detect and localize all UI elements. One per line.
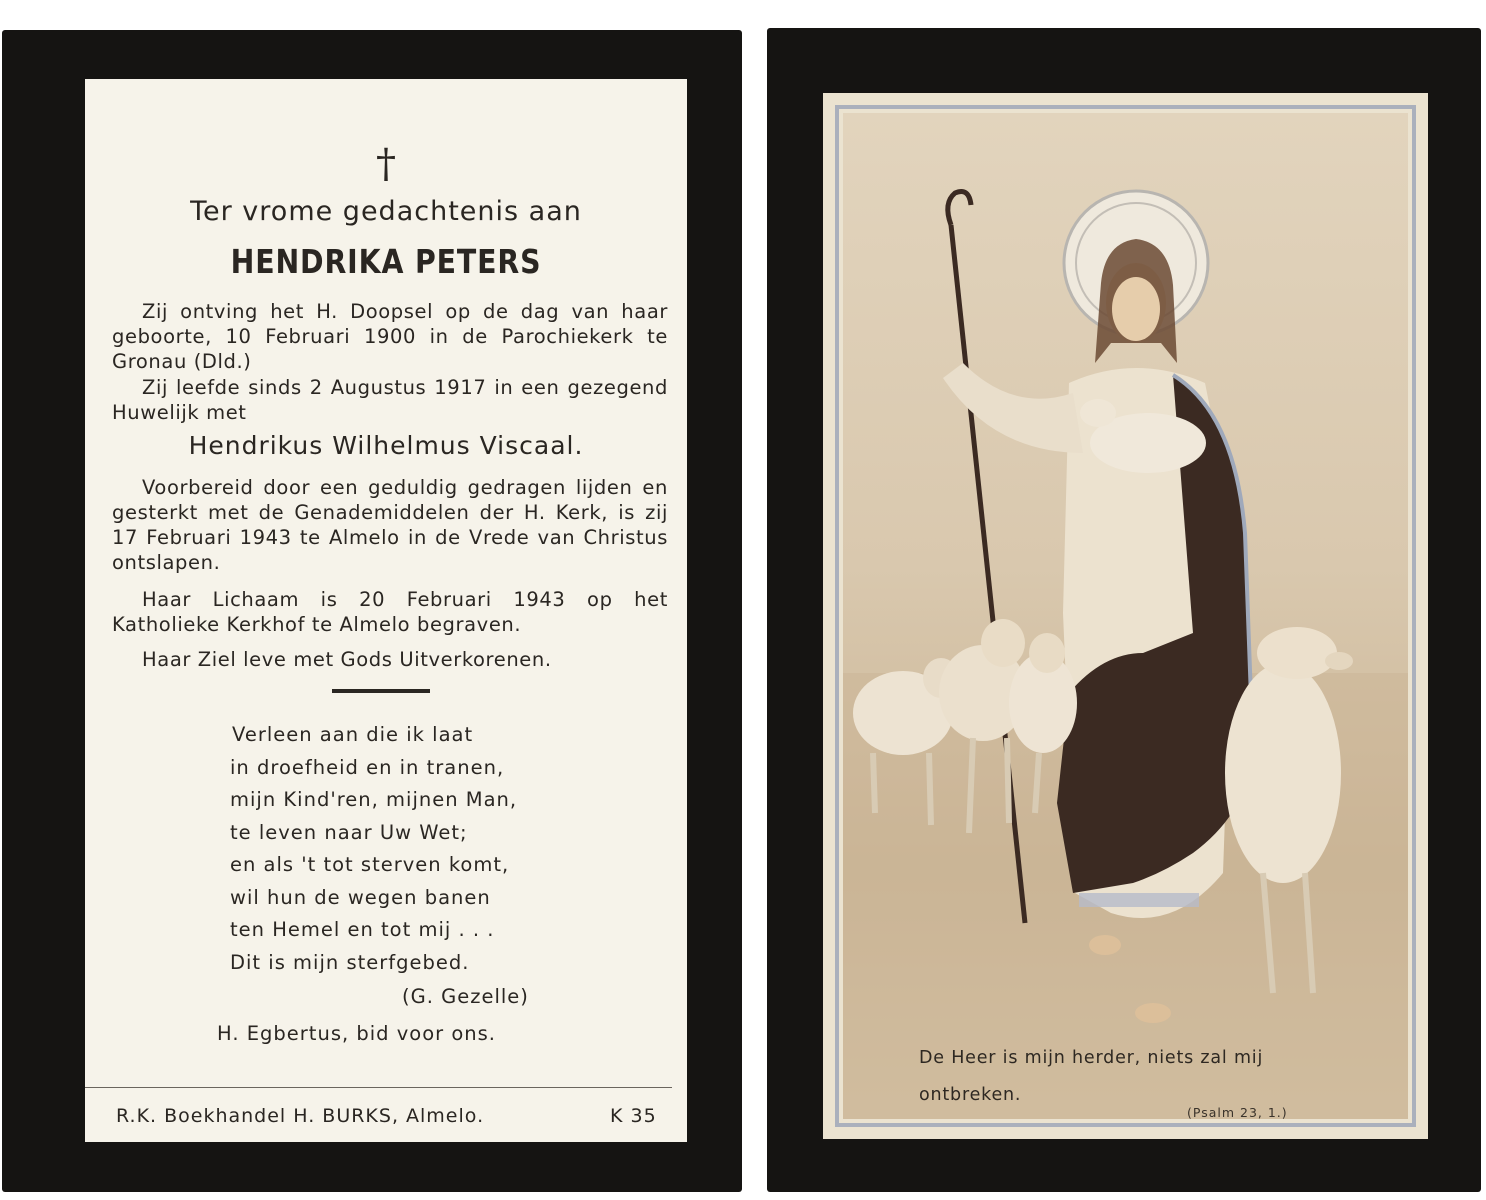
printer-imprint: R.K. Boekhandel H. BURKS, Almelo. — [116, 1105, 485, 1127]
poem-line: wil hun de wegen banen — [230, 885, 491, 909]
poem-author: (G. Gezelle) — [402, 985, 529, 1008]
soul-paragraph: Haar Ziel leve met Gods Uitverkorenen. — [142, 648, 552, 671]
memorial-card-text-side — [2, 30, 742, 1192]
cross-icon: † — [376, 141, 396, 187]
deceased-name: HENDRIKA PETERS — [230, 242, 542, 281]
psalm-caption: De Heer is mijn herder, niets zal mij ontbreken. — [919, 1048, 1264, 1105]
sheep-icon — [1225, 663, 1341, 883]
poem-line: Verleen aan die ik laat — [232, 723, 474, 746]
poem-line: Dit is mijn sterfgebed. — [230, 950, 470, 974]
prayer-line: H. Egbertus, bid voor ons. — [217, 1022, 497, 1045]
card-paper — [85, 79, 687, 1142]
intro-line: Ter vrome gedachtenis aan — [190, 196, 582, 227]
poem-line: mijn Kind'ren, mijnen Man, — [230, 788, 518, 811]
poem-line: en als 't tot sterven komt, — [230, 853, 510, 876]
poem-line: in droefheid en in tranen, — [230, 755, 505, 779]
psalm-reference: (Psalm 23, 1.) — [1187, 1105, 1288, 1120]
marriage-paragraph: Zij leefde sinds 2 Augustus 1917 in een gezegend Huwelijk met — [112, 376, 668, 424]
poem-line: ten Hemel en tot mij . . . — [230, 918, 495, 941]
shepherd-drawing — [843, 113, 1408, 1119]
card-paper — [823, 93, 1428, 1139]
poem — [230, 719, 590, 979]
memorial-card-picture-side — [767, 28, 1481, 1192]
good-shepherd-illustration — [843, 113, 1408, 1119]
poem-line: te leven naar Uw Wet; — [230, 820, 468, 844]
burial-paragraph: Haar Lichaam is 20 Februari 1943 op het Katholieke Kerkhof te Almelo begraven. — [112, 588, 668, 636]
spouse-name: Hendrikus Wilhelmus Viscaal. — [188, 431, 584, 460]
divider — [332, 689, 430, 693]
card-code: K 35 — [610, 1105, 657, 1127]
baptism-paragraph: Zij ontving het H. Doopsel op de dag van haar geboorte, 10 Februari 1900 in de Parochiekerk te Gronau (Dld.) — [112, 300, 668, 373]
footer-divider — [85, 1087, 672, 1088]
staff-icon — [948, 192, 971, 226]
death-paragraph: Voorbereid door een geduldig gedragen lijden en gesterkt met de Genademiddelen der H. Kerk, is zij 17 Februari 1943 te Almelo in de Vrede van Christus ontslapen. — [112, 476, 668, 574]
